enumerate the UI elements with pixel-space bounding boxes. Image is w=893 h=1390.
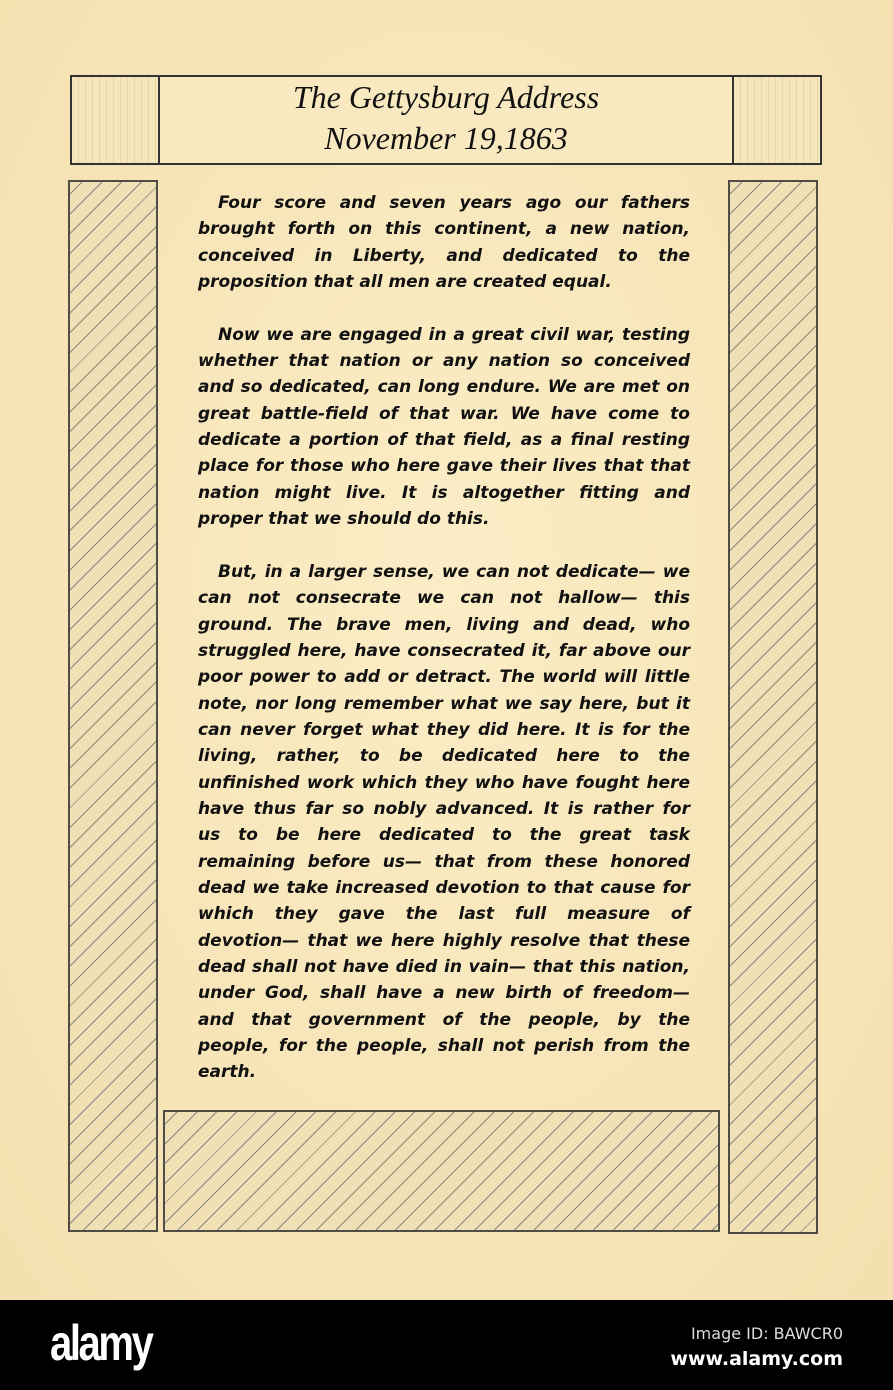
text-line: dedicate a portion of that field, as a final resting <box>198 430 690 451</box>
text-line: great battle-field of that war. We have come to <box>198 403 690 424</box>
text-line: nation might live. It is altogether fitting and <box>198 482 690 503</box>
paragraph <box>198 190 690 295</box>
text-line: have thus far so nobly advanced. It is rather for <box>198 798 690 819</box>
text-line: earth. <box>198 1062 257 1083</box>
text-line: living, rather, to be dedicated here to the <box>198 746 690 767</box>
text-line: which they gave the last full measure of <box>198 904 690 925</box>
title: The Gettysburg Address <box>292 79 600 115</box>
footer-bar <box>0 1300 893 1390</box>
website-url: www.alamy.com <box>670 1348 843 1370</box>
date: November 19,1863 <box>324 120 568 156</box>
image-id: Image ID: BAWCR0 <box>690 1324 843 1343</box>
alamy-logo: alamy <box>50 1315 152 1371</box>
text-line: and that government of the people, by the <box>198 1009 690 1030</box>
text-line: Now we are engaged in a great civil war, testing <box>218 324 690 345</box>
text-line: can never forget what they did here. It is for the <box>198 719 690 740</box>
text-line: and so dedicated, can long endure. We are met on <box>198 377 690 398</box>
right-flag-illustration <box>728 180 818 1234</box>
text-line: place for those who here gave their lives that that <box>198 456 690 477</box>
text-line: devotion— that we here highly resolve that these <box>198 930 690 951</box>
left-flag-illustration <box>68 180 158 1232</box>
text-line: dead we take increased devotion to that cause for <box>198 877 690 898</box>
text-line: proper that we should do this. <box>198 509 490 530</box>
text-line: under God, shall have a new birth of freedom— <box>198 983 690 1004</box>
text-line: dead shall not have died in vain— that this nation, <box>198 956 690 977</box>
text-line: whether that nation or any nation so conceived <box>198 351 690 372</box>
text-line: struggled here, have consecrated it, far above our <box>198 640 690 661</box>
text-line: But, in a larger sense, we can not dedicate— we <box>218 561 690 582</box>
text-line: remaining before us— that from these honored <box>198 851 690 872</box>
title-banner <box>70 75 822 165</box>
address-text <box>198 190 690 1112</box>
text-line: poor power to add or detract. The world will little <box>198 667 690 688</box>
text-line: conceived in Liberty, and dedicated to the <box>198 245 690 266</box>
text-line: unfinished work which they who have fought here <box>198 772 690 793</box>
text-line: brought forth on this continent, a new nation, <box>198 219 690 240</box>
text-line: proposition that all men are created equal. <box>198 272 612 293</box>
cannon-illustration <box>163 1110 720 1232</box>
text-line: can not consecrate we can not hallow— this <box>198 588 690 609</box>
text-line: people, for the people, shall not perish from the <box>198 1036 690 1056</box>
paragraph <box>198 322 690 533</box>
text-line: note, nor long remember what we say here, but it <box>198 693 690 714</box>
paragraph <box>198 559 690 1086</box>
text-line: ground. The brave men, living and dead, who <box>198 614 690 635</box>
text-line: Four score and seven years ago our fathers <box>218 193 690 213</box>
text-line: us to be here dedicated to the great task <box>198 825 690 846</box>
